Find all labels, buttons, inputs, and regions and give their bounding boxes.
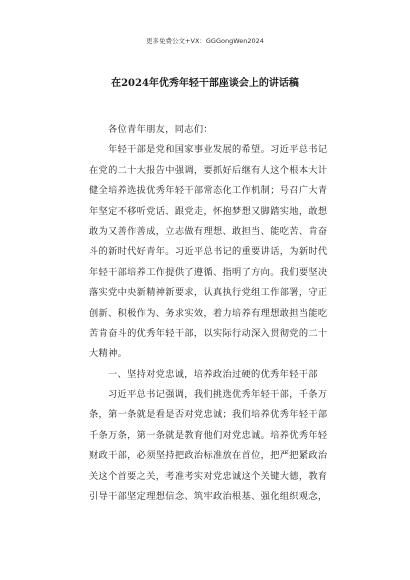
body-line: 年轻干部培养工作提供了遵循、指明了方向。我们要坚决 (89, 266, 328, 278)
body-line: 关这个首要之关，考准考实对党忠诚这个关键大德，教育 (89, 470, 328, 482)
body-line: 创新、积极作为、务求实效，着力培养有理想敢担当能吃 (89, 307, 328, 319)
body-line: 财政干部，必须坚持把政治标准放在首位，把严把紧政治 (89, 450, 328, 462)
body-line: 千条万条，第一条就是教育他们对党忠诚。培养优秀年轻 (89, 429, 328, 441)
body-line: 敢为又善作善成，立志做有理想、敢担当、能吃苦、肯奋 (89, 225, 328, 237)
document-title: 在2024年优秀年轻干部座谈会上的讲话稿 (111, 78, 299, 89)
body-line: 年轻干部是党和国家事业发展的希望。习近平总书记 (108, 144, 328, 156)
body-line: 斗的新时代好青年。习近平总书记的重要讲话，为新时代 (89, 246, 328, 258)
section-heading: 一、坚持对党忠诚，培养政治过硬的优秀年轻干部 (108, 368, 318, 380)
header-note: 更多免费公文+VX：GGGongWen2024 (146, 37, 264, 45)
document-body (89, 120, 343, 507)
body-line: 在党的二十大报告中强调，要抓好后继有人这个根本大计 (89, 164, 328, 176)
body-line: 年坚定不移听党话、跟党走，怀抱梦想又脚踏实地，敢想 (89, 205, 328, 217)
body-line: 引导干部坚定理想信念、筑牢政治根基、强化组织观念， (89, 491, 328, 503)
body-line: 落实党中央新精神新要求，认真执行党组工作部署，守正 (89, 287, 328, 299)
greeting: 各位青年朋友，同志们： (108, 124, 213, 135)
body-line: 健全培养选拔优秀年轻干部常态化工作机制；号召广大青 (89, 185, 328, 197)
body-line: 苦肯奋斗的优秀年轻干部，以实际行动深入贯彻党的二十 (89, 327, 328, 339)
body-line: 习近平总书记强调，我们挑选优秀年轻干部，千条万 (108, 389, 328, 401)
body-line: 条，第一条就是看是否对党忠诚；我们培养优秀年轻干部 (89, 409, 328, 421)
body-line: 大精神。 (89, 348, 128, 360)
